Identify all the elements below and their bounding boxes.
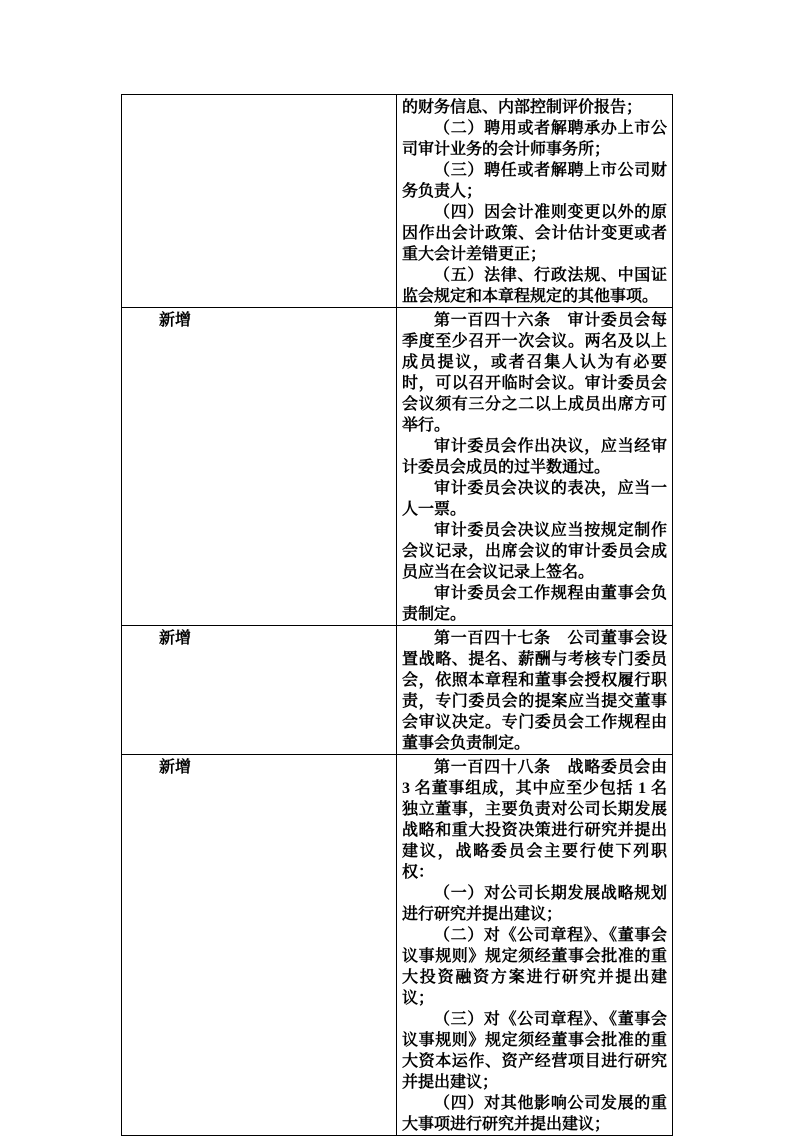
article-paragraph: 第一百四十八条 战略委员会由 3 名董事组成，其中应至少包括 1 名独立董事，主要负责对公司长期发展战略和重大投资决策进行研究并提出建议，战略委员会主要行使下列职权： <box>402 759 667 881</box>
table-row <box>122 95 673 308</box>
article-paragraph: 审计委员会工作规程由董事会负责制定。 <box>402 585 667 623</box>
table-row <box>122 308 673 626</box>
article-paragraph: 第一百四十七条 公司董事会设置战略、提名、薪酬与考核专门委员会，依照本章程和董事会授权履行职责，专门委员会的提案应当提交董事会审议决定。专门委员会工作规程由董事会负责制定。 <box>402 630 667 752</box>
article-paragraph: （三）聘任或者解聘上市公司财务负责人； <box>402 162 667 200</box>
article-paragraph: 第一百四十六条 审计委员会每季度至少召开一次会议。两名及以上成员提议，或者召集人认为有必要时，可以召开临时会议。审计委员会会议须有三分之二以上成员出席方可举行。 <box>402 312 667 434</box>
article-paragraph: （四）对其他影响公司发展的重大事项进行研究并提出建议； <box>402 1095 667 1133</box>
amendment-type-cell <box>122 755 397 1136</box>
article-paragraph: 审计委员会决议应当按规定制作会议记录，出席会议的审计委员会成员应当在会议记录上签名。 <box>402 522 667 581</box>
table-row <box>122 755 673 1136</box>
amendment-type-cell <box>122 95 397 308</box>
article-text-cell <box>397 308 673 626</box>
article-paragraph: 审计委员会决议的表决，应当一人一票。 <box>402 480 667 518</box>
table-row <box>122 626 673 755</box>
amendment-type-cell <box>122 308 397 626</box>
row-label: 新增 <box>159 759 192 776</box>
article-text-cell <box>397 95 673 308</box>
article-paragraph: （五）法律、行政法规、中国证监会规定和本章程规定的其他事项。 <box>402 267 667 305</box>
article-paragraph: 审计委员会作出决议，应当经审计委员会成员的过半数通过。 <box>402 438 667 476</box>
article-paragraph: （四）因会计准则变更以外的原因作出会计政策、会计估计变更或者重大会计差错更正； <box>402 204 667 263</box>
article-paragraph: 的财务信息、内部控制评价报告； <box>402 99 643 116</box>
article-paragraph: （一）对公司长期发展战略规划进行研究并提出建议； <box>402 885 667 923</box>
article-paragraph: （二）对《公司章程》、《董事会议事规则》规定须经董事会批准的重大投资融资方案进行研究并提出建议； <box>402 927 667 1007</box>
amendment-type-cell <box>122 626 397 755</box>
article-text-cell <box>397 755 673 1136</box>
amendment-comparison-table <box>121 94 673 1136</box>
row-label: 新增 <box>159 630 192 647</box>
article-paragraph: （二）聘用或者解聘承办上市公司审计业务的会计师事务所； <box>402 120 667 158</box>
row-label: 新增 <box>159 312 192 329</box>
article-text-cell <box>397 626 673 755</box>
article-paragraph: （三）对《公司章程》、《董事会议事规则》规定须经董事会批准的重大资本运作、资产经营项目进行研究并提出建议； <box>402 1011 667 1091</box>
